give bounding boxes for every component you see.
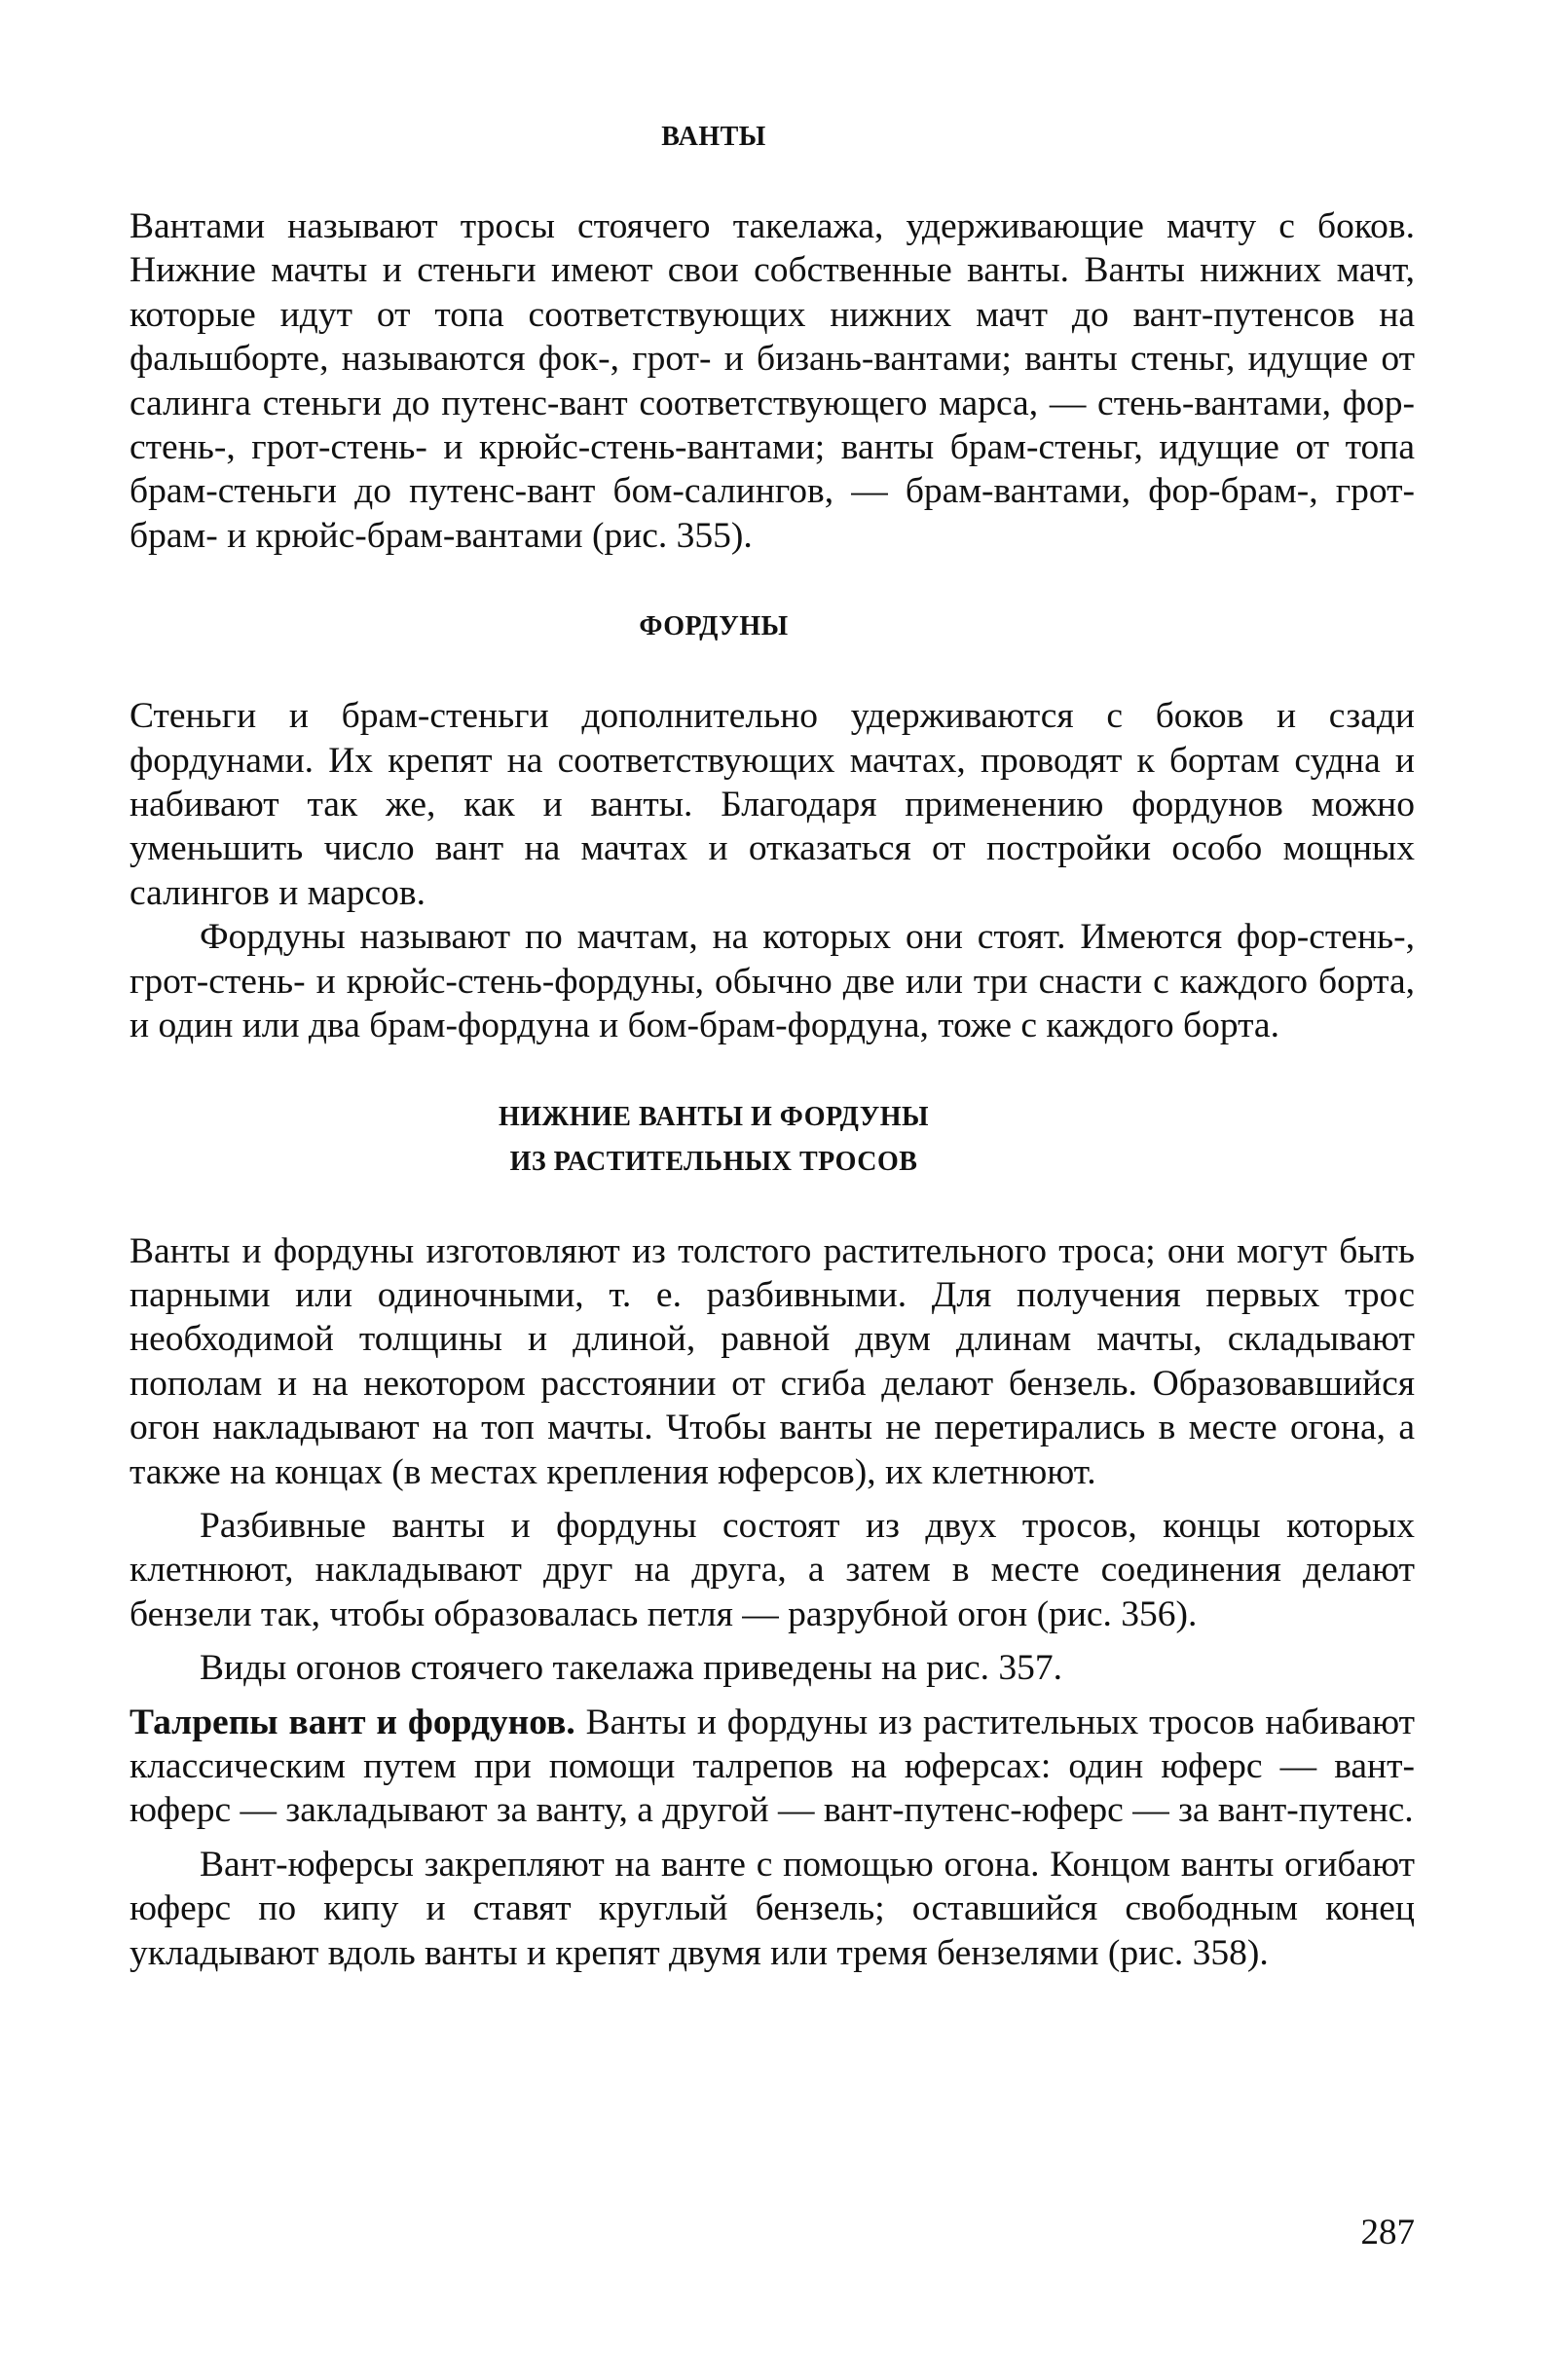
section-heading-lower-shrouds-line2: ИЗ РАСТИТЕЛЬНЫХ ТРОСОВ xyxy=(509,1146,918,1177)
paragraph-lanyards xyxy=(130,1701,1415,1833)
paragraph-lower-shrouds-1: Ванты и фордуны изготовляют из толстого растительного троса; они могут быть парными или одиночными, т. е. разбивными. Для получения первых трос необходимой толщины и длиной, равной двум длинам мачты, складывают пополам и на некотором расстоянии от сгиба делают бензель. Образовавшийся огон накладывают на топ мачты. Чтобы ванты не перетирались в месте огона, а также на концах (в местах крепления юферсов), их клетнюют. xyxy=(130,1230,1415,1492)
section-heading-fordunu: ФОРДУНЫ xyxy=(639,611,789,642)
page-body xyxy=(130,115,1415,1975)
section-heading-lower-shrouds-line1: НИЖНИЕ ВАНТЫ И ФОРДУНЫ xyxy=(498,1101,930,1132)
paragraph-fordunu-1: Стеньги и брам-стеньги дополнительно удерживаются с боков и сзади фордунами. Их крепят на соответствующих мачтах, проводят к бортам судна и набивают так же, как и ванты. Благодаря применению фордунов можно уменьшить число вант на мачтах и отказаться от постройки особо мощных салингов и марсов. xyxy=(130,696,1415,913)
paragraph-deadeyes: Вант-юферсы закрепляют на ванте с помощью огона. Концом ванты огибают юферс по кипу и ставят круглый бензель; оставшийся свободным конец укладывают вдоль ванты и крепят двумя или тремя бензелями (рис. 358). xyxy=(130,1844,1415,1973)
section-heading-vanty: ВАНТЫ xyxy=(661,122,766,152)
lanyards-text: Ванты и фордуны из растительных тросов набивают классическим путем при помощи талрепов на юферсах: один юферс — вант-юферс — закладывают за ванту, а другой — вант-путенс-юферс — за вант-путенс. xyxy=(130,1702,1415,1831)
paragraph-lower-shrouds-2: Разбивные ванты и фордуны состоят из двух тросов, концы которых клетнюют, накладывают друг на друга, а затем в месте соединения делают бензели так, чтобы образовалась петля — разрубной огон (рис. 356). xyxy=(130,1505,1415,1634)
paragraph-lower-shrouds-3: Виды огонов стоячего такелажа приведены на рис. 357. xyxy=(200,1648,1062,1689)
paragraph-vanty: Вантами называют тросы стоячего такелажа, удерживающие мачту с боков. Нижние мачты и стеньги имеют свои собственные ванты. Ванты нижних мачт, которые идут от топа соответствующих нижних мачт до вант-путенсов на фальшборте, называются фок-, грот- и бизань-вантами; ванты стеньг, идущие от салинга стеньги до путенс-вант соответствующего марса, — стень-вантами, фор-стень-, грот-стень- и крюйс-стень-вантами; ванты брам-стеньг, идущие от топа брам-стеньги до путенс-вант бом-салингов, — брам-вантами, фор-брам-, грот-брам- и крюйс-брам-вантами (рис. 355). xyxy=(130,206,1415,556)
paragraph-fordunu-2: Фордуны называют по мачтам, на которых они стоят. Имеются фор-стень-, грот-стень- и крюйс-стень-фордуны, обычно две или три снасти с каждого борта, и один или два брам-фордуна и бом-брам-фордуна, тоже с каждого борта. xyxy=(130,917,1415,1046)
lanyards-lead: Талрепы вант и фордунов. xyxy=(130,1702,575,1742)
page-number: 287 xyxy=(1360,2213,1415,2252)
